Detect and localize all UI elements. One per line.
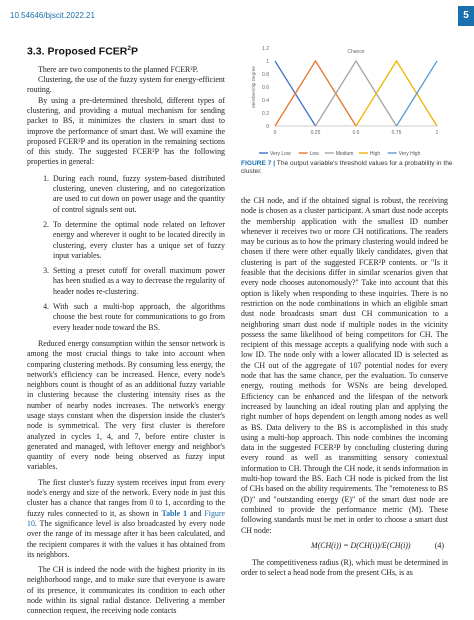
legend-label: Medium — [335, 150, 354, 157]
paragraph: There are two components to the planned FCER²P. — [38, 64, 199, 74]
paragraph-text: and — [187, 508, 205, 518]
equation-expression: M(CH(i)) = D(CH(i))/E(CH(i)) — [311, 540, 411, 550]
page-number: 5 — [458, 6, 474, 26]
figure-caption-text: The output variable's threshold values for a probability in the cluster. — [241, 160, 453, 176]
legend-label: Very High — [398, 150, 421, 157]
paragraph: the CH node, and if the obtained signal is robust, the receiving node is chosen as a cluster participant. A smart dust node accepts the membership application with the smallest ID number whenever it receives two or more CH notifications. The readers may be curious as to how the primary clustering would indeed be chosen if there were other equally likely candidates, given that clustering is part of the suggested FCER²P contents. or "Is it feasible that the decisions differ in similar scenarios given that every node chooses autonomously?" Take into account that this option is likely when responding to these inquiries. There is no restriction on the node combinations in which an eligible smart dust node broadcasts smart dust CH communication to a neighboring smart dust node if multiple nodes in the vicinity possess the same likelihood of being competitors for CH. The recipient of this message accepts a qualifying node with such a low ID. The node only with a lower allocated ID is selected as the CH out of the aggregate of 107 potential nodes for every node that has the same chance, per the evaluation. To conserve energy, routing methods for WSNs are being developed. Efficiency can be enhanced and the lifespan of the network increased by launching an ideal routing plan and applying the right number of hops dependent on length among nodes as well as BS. Data delivery to the BS is accomplished in this study using a multi-hop approach. This node combines the incoming data in the suggested FCER²P by concluding clustering during every round as well as transmitting sensory contextual information to CH. Through the CH node, it sends information in multi-hop toward the BS. Each CH node is picked from the list of CHs based on the ability requirements. The "remoteness to BS (D)" and "outstanding energy (E)" of the smart dust node are combined to provide the performance metric (M). These following standards must be met in order to choose a smart dust CH node: — [241, 196, 448, 535]
section-number: 3.3. — [27, 45, 45, 58]
list-item: 2. To determine the optimal node related on leftover energy and wherever it ought to be located directly in clustering, every cluster has a unique set of fuzzy input variables. — [51, 220, 225, 261]
left-column — [27, 44, 225, 617]
series-line-high — [356, 61, 437, 126]
paragraph: Reduced energy consumption within the sensor network is among the most crucial things to take into account when comparing clustering methods. By consuming less energy, the network's efficiency can be increased. Hence, every node's neighbors count is thought of as an additional fuzzy variable in clustering because the clustering intensity rises as the number of nearby nodes increases. The network's energy usage stays constant when the dispersion inside the cluster's node is symmetrical. The very first cluster is therefore analyzed in cycles 1, 4, and 7, before entire cluster is generated and managed, with leftover energy and neighbor's quantity of every node being observed as fuzzy input variables. — [27, 338, 225, 472]
equation-number: (4) — [434, 540, 444, 550]
y-tick-label: 0 — [266, 124, 269, 130]
y-tick-label: 1 — [266, 59, 269, 65]
x-axis-title: Chance — [347, 49, 365, 56]
paragraph: The competitiveness radius (R), which must be determined in order to select a head node from the present CHs, is as — [241, 557, 448, 578]
right-column — [241, 196, 448, 578]
legend-label: Very Low — [270, 150, 291, 157]
section-title-text: Proposed FCER — [47, 45, 128, 58]
list-item: 4. With such a multi-hop approach, the algorithms choose the best route for communications to go from every header node toward the BS. — [51, 302, 225, 333]
table-link[interactable]: Table 1 — [161, 508, 188, 518]
list-item: 3. Setting a preset cutoff for overall maximum power has been studied as a way to decrease the regularity of header nodes re-clustering. — [51, 266, 225, 297]
equation-4 — [241, 540, 448, 554]
figure-caption — [241, 160, 453, 177]
paragraph: Clustering, the use of the fuzzy system for energy-efficient routing. — [27, 75, 225, 95]
x-tick-label: 1 — [435, 130, 439, 136]
legend-label: High — [369, 150, 381, 157]
x-tick-label: 0.25 — [310, 130, 321, 136]
y-tick-label: 0.2 — [262, 111, 269, 117]
y-tick-label: 0.6 — [262, 85, 269, 91]
section-title-end: P — [131, 45, 139, 58]
paragraph: By using a pre-determined threshold, different types of clustering, and providing a mutual mechanism for sending packet to BS, it minimizes the clusters in smart dust to improve the performance of smart dust. We will examine the proposed FCER²P and its operation in the remaining sections of this study. The suggested FCER²P has the following properties in general: — [27, 95, 225, 167]
y-tick-label: 0.4 — [262, 98, 269, 104]
legend-label: Low — [309, 150, 319, 157]
properties-list — [27, 174, 225, 333]
paragraph-text: . The significance level is also broadcasted by every node over the range of its message after it has been calculated, and the recipient compares it with the values it has obtained from its neighbors. — [27, 518, 225, 559]
section-title-sup: 2 — [127, 45, 131, 52]
paragraph — [27, 478, 225, 560]
x-tick-label: 0.5 — [352, 130, 360, 136]
series-line-medium — [316, 61, 397, 126]
paragraph-text: The first cluster's fuzzy system receives input from every node's energy and size of the network. Every node in just this cluster has a chance that ranges from 0 to 1, according to the fuzzy rules connected to it, as shown in — [27, 477, 225, 518]
doi[interactable]: 10.54646/bjscit.2022.21 — [10, 11, 95, 20]
y-axis-label: Membership Degree — [251, 66, 256, 108]
list-item: 1. During each round, fuzzy system-based distributed clustering, uneven clustering, and no categorization are used to cut down on power usage and the quantity of control signals sent out. — [51, 174, 225, 215]
figure-link[interactable]: Figure 10 — [27, 508, 226, 528]
y-tick-label: 1.2 — [262, 46, 269, 52]
x-tick-label: 0 — [273, 130, 277, 136]
membership-chart — [241, 40, 461, 160]
x-tick-label: 0.75 — [391, 130, 402, 136]
figure-caption-label: FIGURE 7 | — [241, 160, 276, 167]
y-tick-label: 0.8 — [262, 72, 269, 78]
paragraph: The CH is indeed the node with the highest priority in its neighborhood range, and to make sure that everyone is aware of its presence, it communicates its condition to each other node within its signal radial distance. Delivering a member connection request, the receiving node contacts — [27, 565, 225, 616]
series-line-low — [275, 61, 356, 126]
section-title — [27, 44, 225, 57]
